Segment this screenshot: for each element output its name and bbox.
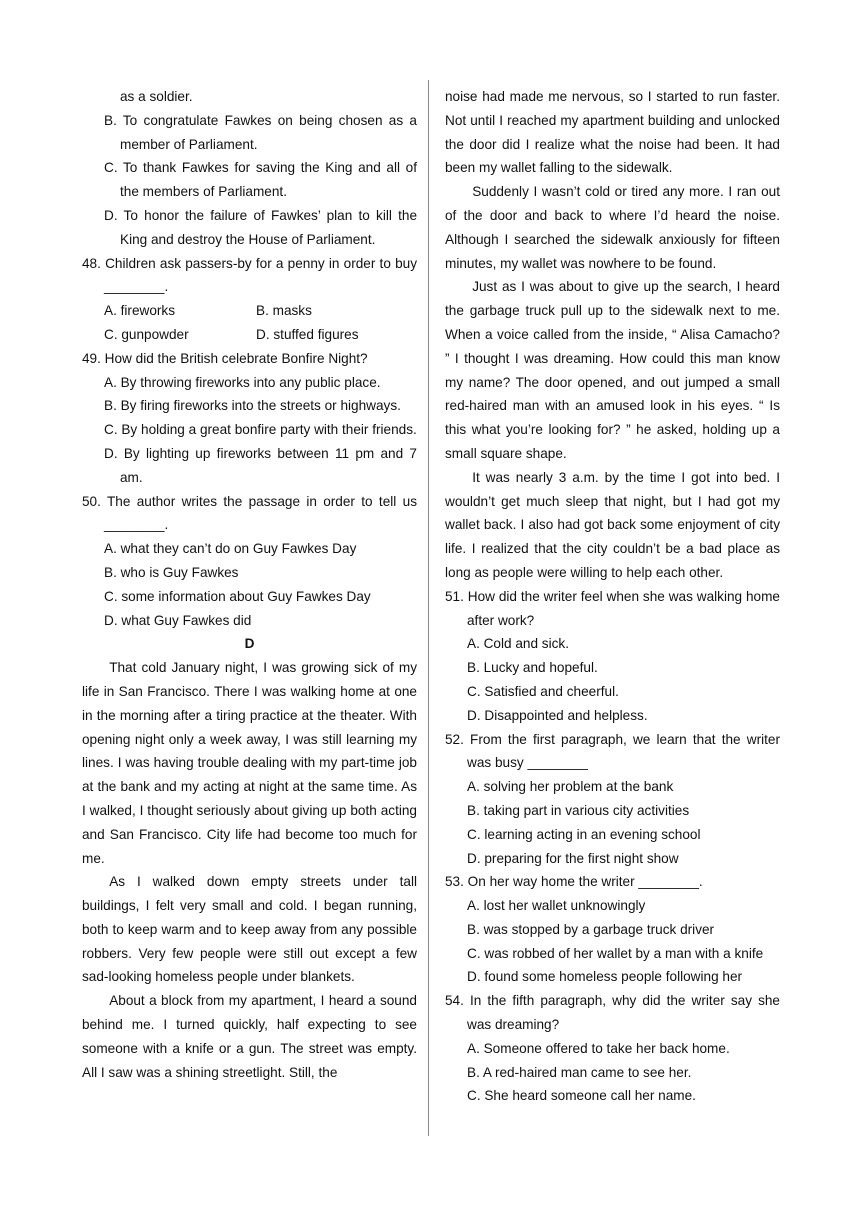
q51-option-b: B. Lucky and hopeful. [467,660,598,676]
q53-stem: 53. On her way home the writer ________. [445,874,703,890]
q54-option-b: B. A red-haired man came to see her. [467,1064,692,1080]
q50-option-c: C. some information about Guy Fawkes Day [104,588,371,604]
q49-stem: 49. How did the British celebrate Bonfire Night? [82,350,368,366]
q50-stem: 50. The author writes the passage in order to tell us ________. [82,493,417,533]
passage-paragraph-2: As I walked down empty streets under tall buildings, I felt very small and cold. I began running, both to keep warm and to keep away from any possible robbers. Very few people were still out except a few sad-looking homeless people under blankets. [82,874,417,985]
q51-option-c: C. Satisfied and cheerful. [467,683,619,699]
q54-option-c: C. She heard someone call her name. [467,1088,696,1104]
q52-option-c: C. learning acting in an evening school [467,826,701,842]
q50-option-d: D. what Guy Fawkes did [104,612,252,628]
q50-option-b: B. who is Guy Fawkes [104,564,239,580]
q53-option-b: B. was stopped by a garbage truck driver [467,921,715,937]
q52-option-d: D. preparing for the first night show [467,850,679,866]
q47-option-c: C. To thank Fawkes for saving the King and all of the members of Parliament. [104,160,417,200]
column-divider [428,80,429,1136]
q54-stem: 54. In the fifth paragraph, why did the writer say she was dreaming? [445,993,780,1033]
q51-stem: 51. How did the writer feel when she was walking home after work? [445,588,780,628]
q51-option-d: D. Disappointed and helpless. [467,707,648,723]
q50-option-a: A. what they can’t do on Guy Fawkes Day [104,541,357,557]
q48-option-d: D. stuffed figures [256,326,359,342]
q49-option-b: B. By firing fireworks into the streets or highways. [104,398,401,414]
q53-option-a: A. lost her wallet unknowingly [467,898,646,914]
q52-stem: 52. From the first paragraph, we learn that the writer was busy ________ [445,731,780,771]
passage-paragraph-4: Suddenly I wasn’t cold or tired any more. I ran out of the door and back to where I’d heard the noise. Although I searched the sidewalk anxiously for fifteen minutes, my wallet was nowhere to be found. [445,184,780,271]
q49-option-c: C. By holding a great bonfire party with their friends. [104,422,417,438]
q52-option-a: A. solving her problem at the bank [467,779,674,795]
passage-paragraph-6: It was nearly 3 a.m. by the time I got into bed. I wouldn’t get much sleep that night, but I had got my wallet back. I also had got back some enjoyment of city life. I realized that the city couldn’t be a bad place as long as people were willing to help each other. [445,469,780,580]
q48-option-b: B. masks [256,303,312,319]
q47-option-a-continuation: as a soldier. [120,89,193,104]
passage-paragraph-3: About a block from my apartment, I heard a sound behind me. I turned quickly, half expecting to see someone with a knife or a gun. The street was empty. All I saw was a shining streetlight. Still, the [82,993,417,1080]
passage-paragraph-3-continuation: noise had made me nervous, so I started to run faster. Not until I reached my apartment building and unlocked the door did I realize what the noise had been. It had been my wallet falling to the sidewalk. [445,89,780,176]
q48-options-row-2 [82,323,417,347]
q53-option-d: D. found some homeless people following her [467,969,743,985]
right-column [445,85,780,1108]
q49-option-d: D. By lighting up fireworks between 11 pm and 7 am. [104,445,417,485]
q48-stem: 48. Children ask passers-by for a penny in order to buy ________. [82,255,417,295]
left-column [82,85,417,1084]
q47-option-d: D. To honor the failure of Fawkes’ plan to kill the King and destroy the House of Parliament. [104,207,417,247]
q51-option-a: A. Cold and sick. [467,636,569,652]
q48-option-a: A. fireworks [104,303,176,319]
passage-paragraph-1: That cold January night, I was growing sick of my life in San Francisco. There I was walking home at one in the morning after a tiring practice at the theater. With opening night only a week away, I was still learning my lines. I was having trouble dealing with my part-time job at the bank and my acting at night at the same time. As I walked, I thought seriously about giving up both acting and San Francisco. City life had become too much for me. [82,660,417,866]
section-heading: D [244,636,255,652]
q48-option-c: C. gunpowder [104,326,189,342]
q52-option-b: B. taking part in various city activities [467,802,690,818]
q49-option-a: A. By throwing fireworks into any public place. [104,374,381,390]
q48-options-row-1 [82,299,417,323]
q47-option-b: B. To congratulate Fawkes on being chosen as a member of Parliament. [104,112,417,152]
q54-option-a: A. Someone offered to take her back home. [467,1040,730,1056]
passage-paragraph-5: Just as I was about to give up the search, I heard the garbage truck pull up to the sidewalk next to me. When a voice called from the inside, “ Alisa Camacho? ” I thought I was dreaming. How could this man know my name? The door opened, and out jumped a small red-haired man with an amused look in his eyes. “ Is this what you’re looking for? ” he asked, holding up a small square shape. [445,279,780,461]
q53-option-c: C. was robbed of her wallet by a man with a knife [467,945,764,961]
